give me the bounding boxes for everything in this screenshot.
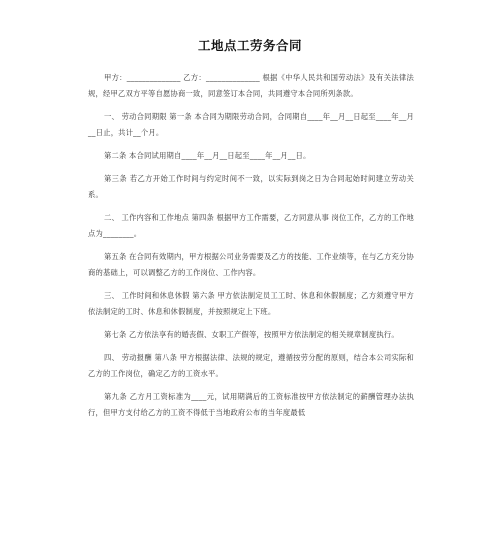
paragraph-probation: 第二条 本合同试用期自____年__月__日起至____年__月__日。 bbox=[104, 151, 311, 160]
paragraph-leave: 第七条 乙方依法享有的婚丧假、女职工产假等，按照甲方依法制定的相关规章制度执行。 bbox=[104, 330, 399, 339]
paragraph-position-adjustment: 第五条 在合同有效期内，甲方根据公司业务需要及乙方的技能、工作业绩等，在与乙方充分协商的基础上，可以调整乙方的工作岗位、工作内容。 bbox=[88, 252, 414, 277]
document-title: 工地点工劳务合同 bbox=[197, 38, 302, 53]
paragraph-start-date: 第三条 若乙方开始工作时间与约定时间不一致，以实际到岗之日为合同起始时间建立劳动关系。 bbox=[88, 174, 414, 199]
paragraph-intro: 甲方：______________ 乙方：______________ 根据《中华人民共和国劳动法》及有关法律法规，经甲乙双方平等自愿协商一致，同意签订本合同，共同遵守本合同所列条款。 bbox=[88, 73, 414, 98]
paragraph-contract-term: 一、 劳动合同期限 第一条 本合同为期限劳动合同，合同期自____年__月__日起至____年__月__日止，共计__个月。 bbox=[88, 112, 414, 137]
paragraph-work-content: 二、 工作内容和工作地点 第四条 根据甲方工作需要，乙方同意从事 岗位工作，乙方的工作地点为________。 bbox=[88, 213, 414, 238]
paragraph-wage-standard: 第九条 乙方月工资标准为____元，试用期满后的工资标准按甲方依法制定的薪酬管理办法执行，但甲方支付给乙方的工资不得低于当地政府公布的当年度最低 bbox=[88, 392, 414, 417]
paragraph-working-hours: 三、 工作时间和休息休假 第六条 甲方依法制定员工工时、休息和休假制度；乙方须遵守甲方依法制定的工时、休息和休假制度，并按照规定上下班。 bbox=[88, 291, 414, 316]
paragraph-remuneration: 四、 劳动报酬 第八条 甲方根据法律、法规的规定，遵循按劳分配的原则，结合本公司实际和 乙方的工作岗位，确定乙方的工资水平。 bbox=[88, 353, 414, 378]
document-body bbox=[88, 70, 414, 428]
